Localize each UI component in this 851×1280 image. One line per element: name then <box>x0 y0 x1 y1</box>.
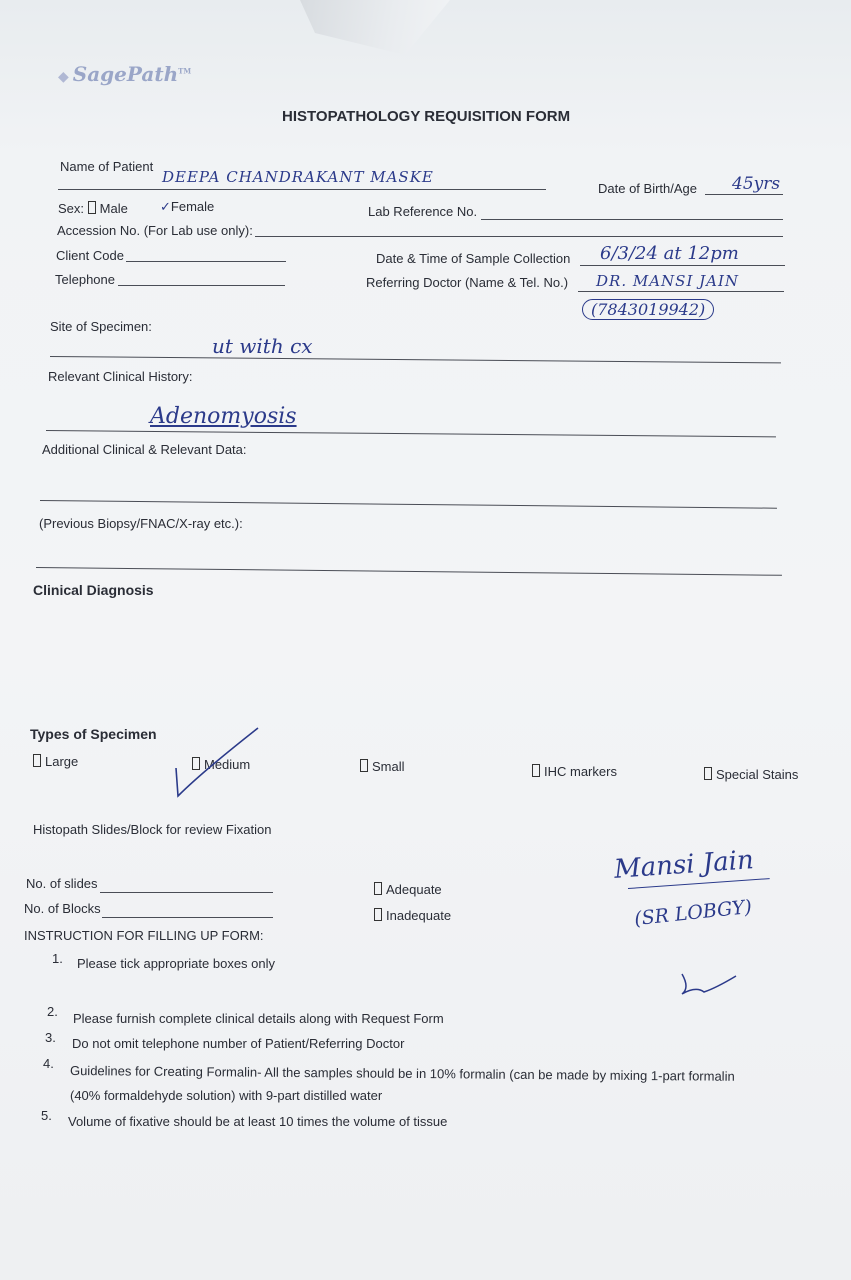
adequate-checkbox[interactable] <box>374 882 382 895</box>
client-code-line <box>126 261 286 262</box>
small-checkbox[interactable] <box>360 759 368 772</box>
site-line <box>50 356 781 363</box>
adequate-option <box>374 882 442 897</box>
special-stains-label: Special Stains <box>716 767 799 782</box>
logo-tm: TM <box>178 66 192 76</box>
previous-line <box>36 567 782 576</box>
female-label: Female <box>170 199 215 214</box>
instruction-4-continued: (40% formaldehyde solution) with 9-part distilled water <box>70 1088 383 1103</box>
doctor-signature: Mansi Jain <box>613 845 755 885</box>
slides-line <box>100 892 273 893</box>
specimen-small <box>360 759 405 774</box>
large-label: Large <box>45 754 79 769</box>
inadequate-label: Inadequate <box>386 908 452 923</box>
instruction-4-num: 4. <box>43 1056 54 1071</box>
instruction-4: Guidelines for Creating Formalin- All the samples should be in 10% formalin (can be made by mixing 1-part formalin <box>69 1063 735 1084</box>
additional-line <box>40 500 777 509</box>
types-of-specimen-heading: Types of Specimen <box>30 726 157 742</box>
dob-age-label: Date of Birth/Age <box>598 181 697 196</box>
instruction-1: Please tick appropriate boxes only <box>77 956 276 971</box>
referring-doctor-value[interactable]: DR. MANSI JAIN <box>596 272 740 290</box>
sagepath-logo <box>58 62 191 86</box>
referring-doctor-label: Referring Doctor (Name & Tel. No.) <box>366 275 569 290</box>
instruction-2-num: 2. <box>47 1004 58 1019</box>
history-line <box>46 430 776 437</box>
sex-label: Sex: <box>58 201 85 216</box>
logo-text: SagePath <box>72 62 179 86</box>
ihc-checkbox[interactable] <box>532 764 540 777</box>
inadequate-option <box>374 908 451 923</box>
signature-designation: (SR LOBGY) <box>633 895 753 931</box>
ihc-label: IHC markers <box>544 764 617 779</box>
instruction-3-num: 3. <box>45 1030 56 1045</box>
history-value[interactable]: Adenomyosis <box>150 404 297 429</box>
instructions-heading: INSTRUCTION FOR FILLING UP FORM: <box>24 928 264 943</box>
additional-label: Additional Clinical & Relevant Data: <box>42 442 247 457</box>
large-checkbox[interactable] <box>33 754 41 767</box>
paper-fold <box>300 0 450 55</box>
blocks-line <box>102 917 273 918</box>
inadequate-checkbox[interactable] <box>374 908 382 921</box>
form-title: HISTOPATHOLOGY REQUISITION FORM <box>282 108 571 125</box>
specimen-special-stains <box>704 767 798 782</box>
specimen-ihc <box>532 764 617 779</box>
patient-name-label: Name of Patient <box>60 159 154 174</box>
accession-line <box>255 236 783 237</box>
instruction-5-num: 5. <box>41 1108 52 1123</box>
special-stains-checkbox[interactable] <box>704 767 712 780</box>
dob-age-line <box>705 194 783 195</box>
signature-initial-icon <box>676 968 746 1004</box>
history-label: Relevant Clinical History: <box>48 369 193 384</box>
female-option <box>160 199 214 215</box>
instruction-2: Please furnish complete clinical details along with Request Form <box>73 1011 444 1026</box>
previous-label: (Previous Biopsy/FNAC/X-ray etc.): <box>39 516 243 531</box>
site-value[interactable]: ut with cx <box>212 334 313 358</box>
small-label: Small <box>372 759 405 774</box>
specimen-large <box>33 754 78 769</box>
accession-label: Accession No. (For Lab use only): <box>57 223 253 238</box>
adequate-label: Adequate <box>386 882 442 897</box>
male-label: Male <box>99 201 128 216</box>
instruction-3: Do not omit telephone number of Patient/Referring Doctor <box>72 1036 405 1051</box>
age-value[interactable]: 45yrs <box>732 174 781 194</box>
date-time-value[interactable]: 6/3/24 at 12pm <box>600 243 739 264</box>
referring-doctor-line <box>578 291 784 292</box>
lab-ref-line <box>481 219 783 220</box>
medium-label: Medium <box>204 757 251 772</box>
blocks-label: No. of Blocks <box>24 901 101 916</box>
site-label: Site of Specimen: <box>50 319 152 334</box>
instruction-1-num: 1. <box>52 951 63 966</box>
male-checkbox[interactable] <box>88 201 96 214</box>
telephone-label: Telephone <box>55 272 115 287</box>
female-tick-icon[interactable]: ✓ <box>160 199 171 214</box>
sex-field <box>58 201 128 216</box>
instruction-5: Volume of fixative should be at least 10 times the volume of tissue <box>68 1114 448 1129</box>
logo-icon: ◆ <box>58 69 69 85</box>
date-time-line <box>580 265 785 266</box>
referring-doctor-phone[interactable]: (7843019942) <box>582 299 714 320</box>
patient-name-value[interactable]: DEEPA CHANDRAKANT MASKE <box>162 168 434 186</box>
clinical-diagnosis-heading: Clinical Diagnosis <box>33 582 154 598</box>
lab-ref-label: Lab Reference No. <box>368 204 478 219</box>
slides-label: No. of slides <box>26 876 98 891</box>
medium-tick-icon <box>172 722 262 802</box>
client-code-label: Client Code <box>56 248 124 263</box>
telephone-line <box>118 285 285 286</box>
review-fixation-label: Histopath Slides/Block for review Fixation <box>33 822 272 837</box>
date-time-label: Date & Time of Sample Collection <box>376 251 571 266</box>
patient-name-line <box>58 189 546 190</box>
